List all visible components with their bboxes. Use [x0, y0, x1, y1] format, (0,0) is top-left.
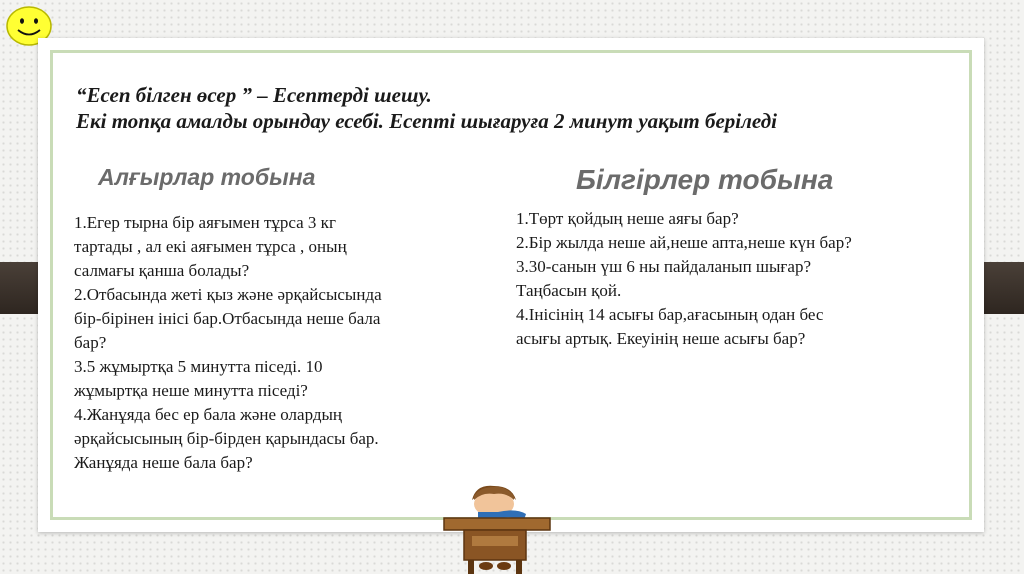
left-task-line: әрқайсысының бір-бірден қарындасы бар.	[74, 429, 379, 448]
left-task-list	[74, 211, 382, 475]
left-task-line: тартады , ал екі аяғымен тұрса , оның	[74, 237, 347, 256]
left-task-line: Жанұяда неше бала бар?	[74, 453, 253, 472]
left-task-line: бар?	[74, 333, 107, 352]
right-task-line: 1.Төрт қойдың неше аяғы бар?	[516, 209, 739, 228]
right-task-line: 2.Бір жылда неше ай,неше апта,неше күн бар?	[516, 233, 852, 252]
left-task-line: жұмыртқа неше минутта піседі?	[74, 381, 308, 400]
left-task-line: 1.Егер тырна бір аяғымен тұрса 3 кг	[74, 213, 336, 232]
title-line-2: Екі топқа амалды орындау есебі. Есепті шығаруға 2 минут уақыт беріледі	[76, 109, 777, 133]
left-task-line: 2.Отбасында жеті қыз және әрқайсысында	[74, 285, 382, 304]
right-task-line: Таңбасын қой.	[516, 281, 622, 300]
right-task-line: асығы артық. Екеуінің неше асығы бар?	[516, 329, 806, 348]
student-at-desk-illustration	[442, 478, 554, 574]
right-group-heading: Білгірлер тобына	[576, 164, 834, 195]
left-task-line: салмағы қанша болады?	[74, 261, 250, 280]
title-line-1: “Есеп білген өсер ” – Есептерді шешу.	[76, 83, 432, 107]
left-task-line: 3.5 жұмыртқа 5 минутта піседі. 10	[74, 357, 323, 376]
left-task-line: 4.Жанұяда бес ер бала және олардың	[74, 405, 343, 424]
left-task-line: бір-бірінен інісі бар.Отбасында неше бала	[74, 309, 381, 328]
right-task-line: 4.Інісінің 14 асығы бар,ағасының одан бес	[516, 305, 824, 324]
left-group-heading: Алғырлар тобына	[98, 164, 316, 190]
slide-title	[76, 82, 956, 134]
right-task-list	[516, 207, 852, 351]
right-task-line: 3.30-санын үш 6 ны пайдаланып шығар?	[516, 257, 811, 276]
